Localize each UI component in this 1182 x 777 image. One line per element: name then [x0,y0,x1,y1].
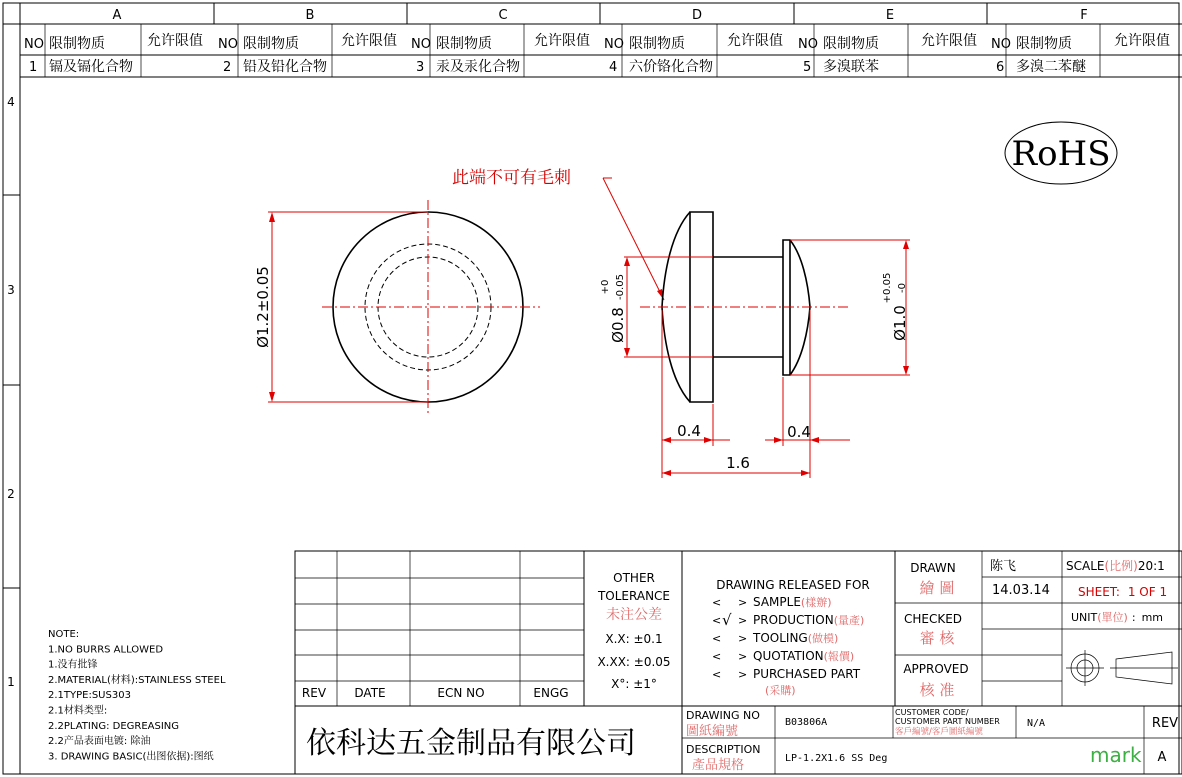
release-item-label: QUOTATION [753,649,824,663]
rev-header: REV [301,686,327,700]
note-line: 2.1材料类型: [48,705,108,717]
customer-label-2: CUSTOMER PART NUMBER [895,717,1000,726]
release-bracket-left: < [712,650,722,663]
company-name: 依科达五金制品有限公司 [306,726,636,761]
rohs-mark [1005,122,1117,184]
release-bracket-right: > [738,650,748,663]
release-item-cn: (量產) [833,614,865,627]
tolerance-title-2: TOLERANCE [597,589,671,603]
rev-label: REV [1151,716,1179,731]
ecn-header: ECN NO [437,686,485,700]
drawn-cn: 繪 圖 [919,579,955,597]
substance-name: 六价铬化合物 [629,59,713,75]
substance-no: 4 [609,60,618,75]
unit-label: UNIT [1071,611,1098,624]
header-substance: 限制物质 [243,36,299,52]
drawn-date: 14.03.14 [992,583,1050,598]
watermark: mark [1090,743,1142,767]
release-bracket-right: > [738,596,748,609]
header-substance: 限制物质 [1016,36,1072,52]
release-item-label: TOOLING [753,631,808,645]
release-item-cn: (報價) [823,650,855,663]
note-line: 2.2产品表面电镀: 除油 [48,736,151,748]
release-item [753,613,864,627]
note-line: 1.NO BURRS ALLOWED [48,644,164,656]
header-substance: 限制物质 [49,36,105,52]
date-header: DATE [354,686,386,700]
unit-text [1071,611,1163,624]
drawing-no-cn: 圖紙編號 [686,724,739,739]
drawing-no-label: DRAWING NO [686,709,760,722]
sheet-label: SHEET: [1078,585,1120,599]
unit-value: mm [1141,611,1163,624]
burr-callout [452,168,664,300]
unit-colon: : [1131,611,1136,624]
zone-col-d: D [691,8,703,23]
release-item [753,649,854,663]
release-item [753,595,832,609]
release-item-cn: (樣辦) [800,596,832,609]
drawn-label: DRAWN [910,561,956,575]
release-bracket-left: < [712,614,722,627]
substance-rows [29,58,1087,75]
description-cn: 產品規格 [692,758,745,773]
substance-name: 多溴二苯醚 [1016,59,1086,75]
customer-label-1: CUSTOMER CODE/ [895,708,969,717]
release-check-icon: √ [722,611,732,629]
overall-length-dim: 1.6 [726,454,750,472]
release-items [712,595,864,697]
drawing-frame [3,3,1182,774]
substance-no: 3 [416,60,425,75]
notes-block [48,629,226,762]
header-no: NO [604,37,624,52]
header-no: NO [798,37,818,52]
side-view [600,212,910,478]
header-limit: 允许限值 [341,33,397,49]
note-line: 2.1TYPE:SUS303 [48,690,131,702]
approved-cn: 核 准 [919,681,955,699]
release-item-label: PURCHASED PART [753,667,861,681]
header-substance: 限制物质 [823,36,879,52]
header-no: NO [991,37,1011,52]
scale-text [1066,558,1165,573]
note-line: 1.没有批锋 [48,659,98,671]
substance-no: 1 [29,60,38,75]
tolerance-title-1: OTHER [613,571,655,585]
zone-col-f: F [1080,8,1088,23]
header-no: NO [24,37,44,52]
release-item-cn: (采購) [765,684,796,697]
header-limit: 允许限值 [921,33,977,49]
substance-no: 2 [223,60,232,75]
sheet-text [1078,585,1167,599]
release-bracket-left: < [712,596,722,609]
zone-col-e: E [885,8,895,23]
header-limit: 允许限值 [534,33,590,49]
note-line: NOTE: [48,629,80,640]
header-limit: 允许限值 [727,33,783,49]
head-diameter-tol-bottom: -0 [897,283,908,293]
tolerance-row-1: X.X: ±0.1 [605,632,663,646]
customer-label-cn: 客戶編號/客戶圖紙編號 [895,727,983,737]
head-diameter-dim: Ø1.0 [891,305,909,341]
rohs-text: RoHS [1011,134,1111,174]
checked-label: CHECKED [903,612,963,626]
sheet-value: 1 OF 1 [1127,585,1168,599]
release-item [753,667,861,697]
release-bracket-right: > [738,668,748,681]
projection-symbol-icon [1066,650,1178,686]
drawing-no-value: B03806A [785,717,828,728]
zone-col-c: C [498,8,508,23]
release-bracket-left: < [712,668,722,681]
description-label: DESCRIPTION [686,743,761,756]
pin-diameter-tol-bottom: -0.05 [615,274,626,300]
front-view [254,200,540,414]
zone-col-a: A [112,8,122,23]
note-line: 3. DRAWING BASIC(出图依据):图纸 [48,751,214,763]
rev-value: A [1157,750,1167,765]
header-no: NO [411,37,431,52]
scale-cn: (比例) [1104,559,1138,573]
header-limit: 允许限值 [1114,33,1170,49]
head-diameter-tol-top: +0.05 [882,272,893,304]
approved-label: APPROVED [903,662,969,676]
zone-row-1: 1 [7,675,15,689]
substance-name: 镉及镉化合物 [49,59,133,75]
zone-col-b: B [305,8,315,23]
release-item-label: PRODUCTION [753,613,834,627]
header-substance: 限制物质 [436,36,492,52]
header-no: NO [218,37,238,52]
tolerance-title-cn: 未注公差 [606,607,662,623]
unit-cn: (單位) [1097,611,1128,624]
release-bracket-left: < [712,632,722,645]
substance-no: 6 [996,60,1005,75]
header-substance: 限制物质 [629,36,685,52]
release-title: DRAWING RELEASED FOR [716,578,870,592]
scale-label: SCALE [1066,559,1105,573]
left-thickness-dim: 0.4 [677,422,701,440]
scale-value: 20:1 [1137,559,1165,573]
substance-no: 5 [803,60,812,75]
release-bracket-right: > [738,632,748,645]
pin-diameter-dim: Ø0.8 [609,307,627,343]
callout-text: 此端不可有毛刺 [452,168,571,188]
right-thickness-dim: 0.4 [787,423,811,441]
zone-row-4: 4 [7,95,15,109]
note-line: 2.MATERIAL(材料):STAINLESS STEEL [48,674,226,686]
release-item [752,631,838,645]
release-item-label: SAMPLE [753,595,801,609]
checked-cn: 審 核 [919,629,955,647]
tolerance-row-2: X.XX: ±0.05 [597,655,671,669]
note-line: 2.2PLATING: DEGREASING [48,720,180,732]
outer-diameter-dim: Ø1.2±0.05 [254,266,272,348]
substance-name: 多溴联苯 [823,59,879,75]
pin-diameter-tol-top: +0 [600,279,611,295]
header-limit: 允许限值 [147,33,203,49]
description-value: LP-1.2X1.6 SS Deg [785,753,888,764]
substance-headers [24,32,1170,52]
engg-header: ENGG [533,686,569,700]
customer-value: N/A [1027,718,1046,729]
drawn-name: 陈飞 [990,559,1017,574]
substance-name: 铅及铅化合物 [243,59,327,75]
zone-row-3: 3 [7,283,15,297]
zone-row-2: 2 [7,487,15,501]
release-item-cn: (做模) [807,632,839,645]
tolerance-row-3: X°: ±1° [611,677,657,691]
substance-name: 汞及汞化合物 [436,59,520,75]
release-bracket-right: > [738,614,748,627]
